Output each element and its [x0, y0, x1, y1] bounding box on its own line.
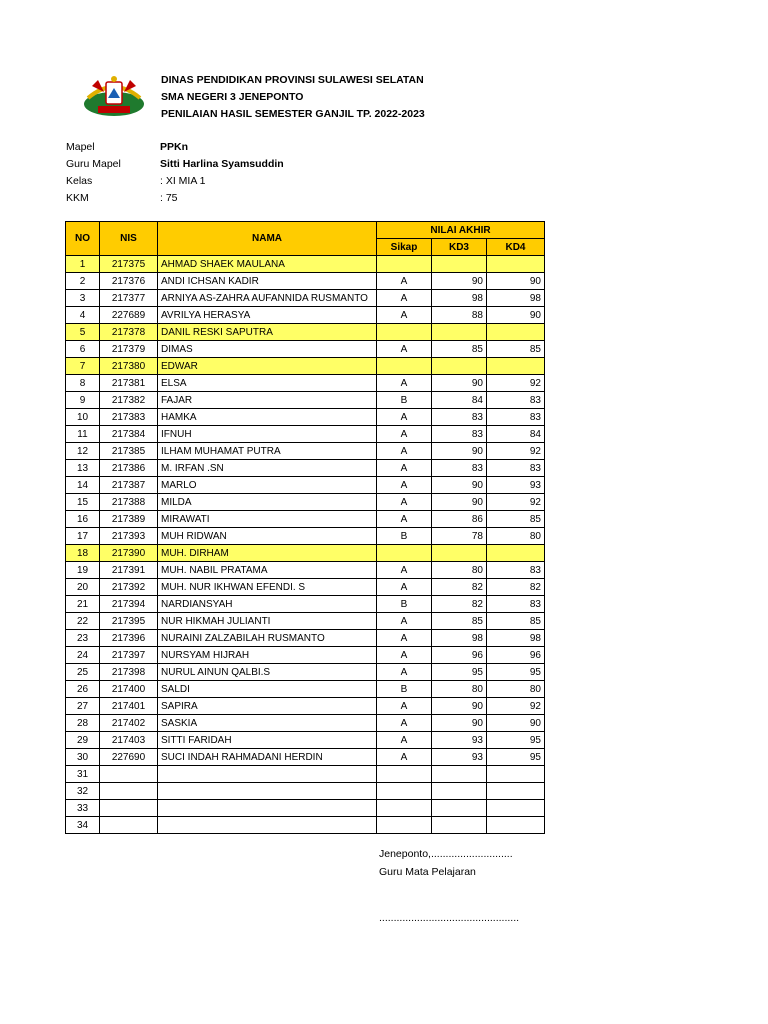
cell-no: 24: [66, 647, 100, 664]
cell-sikap: A: [377, 290, 432, 307]
cell-sikap: [377, 256, 432, 273]
cell-sikap: [377, 817, 432, 834]
col-header-nilai-akhir: NILAI AKHIR: [377, 222, 545, 239]
cell-nis: 217397: [100, 647, 158, 664]
cell-sikap: A: [377, 562, 432, 579]
cell-kd4: 95: [487, 749, 545, 766]
cell-kd3: 90: [432, 477, 487, 494]
guru-value: Sitti Harlina Syamsuddin: [160, 158, 284, 170]
signature-role: Guru Mata Pelajaran: [379, 866, 476, 878]
cell-nama: [158, 800, 377, 817]
table-row: [66, 460, 545, 477]
cell-nis: 227690: [100, 749, 158, 766]
cell-no: 3: [66, 290, 100, 307]
cell-no: 32: [66, 783, 100, 800]
cell-sikap: A: [377, 443, 432, 460]
cell-kd3: [432, 817, 487, 834]
cell-kd4: 93: [487, 477, 545, 494]
table-row: [66, 545, 545, 562]
cell-nama: MUH. DIRHAM: [158, 545, 377, 562]
cell-kd3: 83: [432, 460, 487, 477]
document-header: [161, 72, 425, 123]
cell-kd3: 86: [432, 511, 487, 528]
cell-no: 8: [66, 375, 100, 392]
cell-kd3: 90: [432, 715, 487, 732]
cell-nama: MUH. NUR IKHWAN EFENDI. S: [158, 579, 377, 596]
cell-sikap: A: [377, 307, 432, 324]
cell-kd3: 90: [432, 375, 487, 392]
cell-kd3: 82: [432, 579, 487, 596]
cell-no: 10: [66, 409, 100, 426]
cell-sikap: A: [377, 273, 432, 290]
cell-sikap: A: [377, 341, 432, 358]
cell-sikap: A: [377, 613, 432, 630]
cell-kd4: 92: [487, 698, 545, 715]
cell-no: 15: [66, 494, 100, 511]
cell-nis: 217377: [100, 290, 158, 307]
cell-no: 16: [66, 511, 100, 528]
cell-nama: MUH. NABIL PRATAMA: [158, 562, 377, 579]
header-assessment-title: PENILAIAN HASIL SEMESTER GANJIL TP. 2022-2023: [161, 108, 425, 120]
cell-sikap: B: [377, 596, 432, 613]
cell-kd3: 85: [432, 341, 487, 358]
cell-nama: ELSA: [158, 375, 377, 392]
cell-no: 31: [66, 766, 100, 783]
table-row: [66, 494, 545, 511]
cell-no: 22: [66, 613, 100, 630]
table-row: [66, 800, 545, 817]
cell-sikap: B: [377, 392, 432, 409]
cell-kd4: 83: [487, 409, 545, 426]
cell-kd4: 90: [487, 273, 545, 290]
mapel-label: Mapel: [66, 141, 95, 153]
cell-no: 25: [66, 664, 100, 681]
cell-sikap: A: [377, 715, 432, 732]
cell-kd4: 85: [487, 341, 545, 358]
cell-nama: [158, 783, 377, 800]
cell-no: 4: [66, 307, 100, 324]
table-row: [66, 324, 545, 341]
cell-nis: 217380: [100, 358, 158, 375]
table-row: [66, 375, 545, 392]
table-row: [66, 511, 545, 528]
cell-kd3: 82: [432, 596, 487, 613]
cell-kd4: 98: [487, 630, 545, 647]
cell-nama: SAPIRA: [158, 698, 377, 715]
cell-nis: 217391: [100, 562, 158, 579]
cell-nis: [100, 800, 158, 817]
cell-kd4: 83: [487, 392, 545, 409]
cell-kd4: 92: [487, 443, 545, 460]
signature-line: ................................................: [379, 912, 520, 924]
cell-no: 5: [66, 324, 100, 341]
cell-kd4: 85: [487, 613, 545, 630]
cell-no: 11: [66, 426, 100, 443]
grades-table: [65, 221, 545, 834]
cell-sikap: B: [377, 528, 432, 545]
cell-no: 6: [66, 341, 100, 358]
cell-no: 18: [66, 545, 100, 562]
cell-nis: [100, 817, 158, 834]
cell-sikap: [377, 545, 432, 562]
cell-nama: SALDI: [158, 681, 377, 698]
cell-nis: 217375: [100, 256, 158, 273]
cell-nama: ANDI ICHSAN KADIR: [158, 273, 377, 290]
cell-sikap: A: [377, 426, 432, 443]
cell-kd3: 84: [432, 392, 487, 409]
cell-no: 28: [66, 715, 100, 732]
table-row: [66, 426, 545, 443]
cell-sikap: B: [377, 681, 432, 698]
cell-nis: 227689: [100, 307, 158, 324]
cell-kd3: [432, 800, 487, 817]
cell-sikap: A: [377, 664, 432, 681]
table-row: [66, 596, 545, 613]
table-row: [66, 307, 545, 324]
cell-nama: NURSYAM HIJRAH: [158, 647, 377, 664]
cell-no: 23: [66, 630, 100, 647]
cell-kd4: [487, 256, 545, 273]
cell-sikap: A: [377, 409, 432, 426]
cell-nis: 217400: [100, 681, 158, 698]
cell-nama: MARLO: [158, 477, 377, 494]
cell-kd3: 78: [432, 528, 487, 545]
mapel-row: [66, 139, 284, 156]
cell-nis: 217381: [100, 375, 158, 392]
table-row: [66, 647, 545, 664]
cell-kd4: 80: [487, 528, 545, 545]
cell-kd4: [487, 817, 545, 834]
cell-kd4: 95: [487, 732, 545, 749]
cell-nis: 217402: [100, 715, 158, 732]
cell-nama: NURUL AINUN QALBI.S: [158, 664, 377, 681]
cell-nis: [100, 783, 158, 800]
table-row: [66, 579, 545, 596]
cell-kd4: 83: [487, 562, 545, 579]
cell-no: 20: [66, 579, 100, 596]
cell-nis: 217388: [100, 494, 158, 511]
cell-no: 13: [66, 460, 100, 477]
cell-kd4: [487, 783, 545, 800]
cell-nis: 217396: [100, 630, 158, 647]
cell-kd3: [432, 358, 487, 375]
cell-nis: 217376: [100, 273, 158, 290]
cell-nama: SUCI INDAH RAHMADANI HERDIN: [158, 749, 377, 766]
cell-kd4: 90: [487, 715, 545, 732]
table-row: [66, 358, 545, 375]
table-row: [66, 341, 545, 358]
cell-nama: MILDA: [158, 494, 377, 511]
cell-nama: ARNIYA AS-ZAHRA AUFANNIDA RUSMANTO: [158, 290, 377, 307]
cell-sikap: A: [377, 579, 432, 596]
cell-no: 30: [66, 749, 100, 766]
cell-kd4: 82: [487, 579, 545, 596]
cell-no: 26: [66, 681, 100, 698]
cell-kd4: 92: [487, 494, 545, 511]
cell-nis: [100, 766, 158, 783]
cell-nis: 217392: [100, 579, 158, 596]
cell-nis: 217383: [100, 409, 158, 426]
table-row: [66, 273, 545, 290]
cell-kd4: 95: [487, 664, 545, 681]
table-row: [66, 256, 545, 273]
class-info: [66, 139, 284, 207]
cell-nama: ILHAM MUHAMAT PUTRA: [158, 443, 377, 460]
cell-sikap: [377, 800, 432, 817]
cell-sikap: A: [377, 698, 432, 715]
table-row: [66, 613, 545, 630]
cell-nama: IFNUH: [158, 426, 377, 443]
table-row: [66, 630, 545, 647]
col-header-nama: NAMA: [158, 222, 377, 256]
cell-kd4: [487, 800, 545, 817]
table-row: [66, 290, 545, 307]
cell-no: 1: [66, 256, 100, 273]
cell-nis: 217379: [100, 341, 158, 358]
cell-sikap: A: [377, 732, 432, 749]
cell-no: 2: [66, 273, 100, 290]
cell-kd4: 85: [487, 511, 545, 528]
col-header-no: NO: [66, 222, 100, 256]
cell-sikap: A: [377, 511, 432, 528]
cell-nama: HAMKA: [158, 409, 377, 426]
table-row: [66, 528, 545, 545]
cell-no: 12: [66, 443, 100, 460]
table-row: [66, 392, 545, 409]
cell-kd4: 83: [487, 460, 545, 477]
cell-nis: 217378: [100, 324, 158, 341]
cell-kd3: 93: [432, 749, 487, 766]
table-row: [66, 766, 545, 783]
cell-kd3: 93: [432, 732, 487, 749]
cell-kd3: 80: [432, 562, 487, 579]
cell-kd3: [432, 766, 487, 783]
table-row: [66, 715, 545, 732]
kkm-row: [66, 190, 284, 207]
cell-nama: NUR HIKMAH JULIANTI: [158, 613, 377, 630]
cell-no: 29: [66, 732, 100, 749]
cell-nama: FAJAR: [158, 392, 377, 409]
cell-kd4: [487, 766, 545, 783]
cell-sikap: [377, 358, 432, 375]
cell-nama: AHMAD SHAEK MAULANA: [158, 256, 377, 273]
cell-nis: 217403: [100, 732, 158, 749]
cell-kd3: [432, 324, 487, 341]
cell-sikap: A: [377, 494, 432, 511]
cell-kd3: [432, 545, 487, 562]
cell-sikap: [377, 324, 432, 341]
cell-no: 34: [66, 817, 100, 834]
cell-sikap: A: [377, 460, 432, 477]
cell-kd4: [487, 324, 545, 341]
mapel-value: PPKn: [160, 141, 189, 153]
table-row: [66, 681, 545, 698]
guru-label: Guru Mapel: [66, 158, 121, 170]
guru-row: [66, 156, 284, 173]
table-row: [66, 732, 545, 749]
cell-kd3: 83: [432, 409, 487, 426]
cell-nis: 217389: [100, 511, 158, 528]
cell-sikap: A: [377, 630, 432, 647]
cell-sikap: A: [377, 477, 432, 494]
cell-kd3: 98: [432, 630, 487, 647]
signature-place-date: Jeneponto,............................: [379, 848, 513, 860]
cell-nis: 217385: [100, 443, 158, 460]
cell-kd4: 92: [487, 375, 545, 392]
provincial-emblem-logo: [78, 68, 150, 120]
cell-kd3: 90: [432, 273, 487, 290]
cell-nis: 217384: [100, 426, 158, 443]
cell-nis: 217390: [100, 545, 158, 562]
kelas-row: [66, 173, 284, 190]
table-row: [66, 817, 545, 834]
cell-sikap: A: [377, 375, 432, 392]
cell-nama: AVRILYA HERASYA: [158, 307, 377, 324]
table-row: [66, 409, 545, 426]
cell-no: 9: [66, 392, 100, 409]
cell-no: 19: [66, 562, 100, 579]
cell-nama: NARDIANSYAH: [158, 596, 377, 613]
cell-nama: [158, 817, 377, 834]
cell-nis: 217382: [100, 392, 158, 409]
cell-nama: [158, 766, 377, 783]
cell-nama: EDWAR: [158, 358, 377, 375]
header-agency: DINAS PENDIDIKAN PROVINSI SULAWESI SELATAN: [161, 74, 424, 86]
table-row: [66, 749, 545, 766]
table-row: [66, 664, 545, 681]
cell-kd4: [487, 545, 545, 562]
cell-sikap: A: [377, 749, 432, 766]
cell-nama: NURAINI ZALZABILAH RUSMANTO: [158, 630, 377, 647]
signature-block: [379, 845, 513, 881]
cell-no: 33: [66, 800, 100, 817]
header-school: SMA NEGERI 3 JENEPONTO: [161, 91, 304, 103]
table-row: [66, 562, 545, 579]
cell-nis: 217386: [100, 460, 158, 477]
table-row: [66, 698, 545, 715]
cell-nama: DANIL RESKI SAPUTRA: [158, 324, 377, 341]
cell-kd3: 96: [432, 647, 487, 664]
cell-no: 21: [66, 596, 100, 613]
cell-kd3: [432, 783, 487, 800]
cell-nama: MIRAWATI: [158, 511, 377, 528]
cell-kd4: 96: [487, 647, 545, 664]
cell-kd3: [432, 256, 487, 273]
cell-kd3: 85: [432, 613, 487, 630]
cell-kd4: 80: [487, 681, 545, 698]
cell-kd3: 83: [432, 426, 487, 443]
cell-no: 7: [66, 358, 100, 375]
cell-nama: M. IRFAN .SN: [158, 460, 377, 477]
kelas-label: Kelas: [66, 175, 93, 187]
cell-nama: MUH RIDWAN: [158, 528, 377, 545]
col-header-kd4: KD4: [487, 239, 545, 256]
cell-no: 27: [66, 698, 100, 715]
cell-kd3: 90: [432, 443, 487, 460]
cell-sikap: [377, 783, 432, 800]
cell-no: 14: [66, 477, 100, 494]
cell-nama: SASKIA: [158, 715, 377, 732]
cell-kd3: 80: [432, 681, 487, 698]
cell-nis: 217394: [100, 596, 158, 613]
cell-nis: 217387: [100, 477, 158, 494]
cell-kd3: 88: [432, 307, 487, 324]
cell-nis: 217393: [100, 528, 158, 545]
cell-nama: SITTI FARIDAH: [158, 732, 377, 749]
cell-kd4: [487, 358, 545, 375]
cell-kd3: 90: [432, 698, 487, 715]
col-header-sikap: Sikap: [377, 239, 432, 256]
kkm-label: KKM: [66, 192, 89, 204]
cell-sikap: A: [377, 647, 432, 664]
kkm-value: : 75: [160, 192, 178, 204]
cell-kd3: 90: [432, 494, 487, 511]
cell-kd3: 95: [432, 664, 487, 681]
cell-nis: 217395: [100, 613, 158, 630]
cell-kd4: 84: [487, 426, 545, 443]
table-row: [66, 783, 545, 800]
col-header-nis: NIS: [100, 222, 158, 256]
grade-rows: [66, 256, 545, 834]
col-header-kd3: KD3: [432, 239, 487, 256]
cell-nama: DIMAS: [158, 341, 377, 358]
cell-nis: 217398: [100, 664, 158, 681]
cell-kd4: 83: [487, 596, 545, 613]
cell-sikap: [377, 766, 432, 783]
cell-kd4: 90: [487, 307, 545, 324]
kelas-value: : XI MIA 1: [160, 175, 206, 187]
table-row: [66, 477, 545, 494]
cell-kd3: 98: [432, 290, 487, 307]
table-row: [66, 443, 545, 460]
cell-nis: 217401: [100, 698, 158, 715]
cell-kd4: 98: [487, 290, 545, 307]
cell-no: 17: [66, 528, 100, 545]
